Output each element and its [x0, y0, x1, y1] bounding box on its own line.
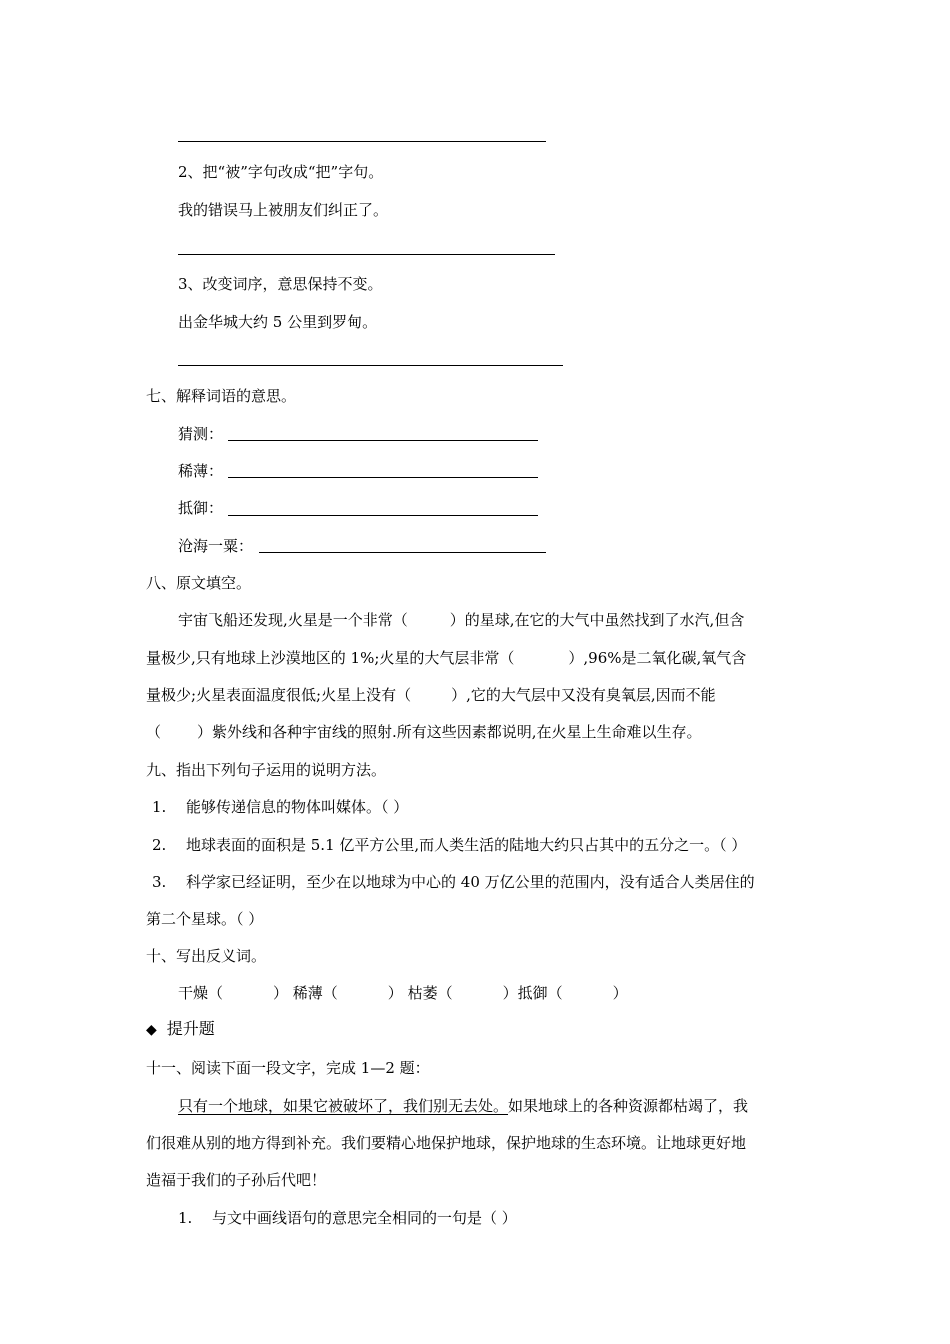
- q9-sentence-3b: 第二个星球。（ ）: [146, 910, 264, 928]
- q8-title: 八、原文填空。: [146, 574, 252, 592]
- q11-sub1: 与文中画线语句的意思完全相同的一句是（ ）: [212, 1209, 517, 1227]
- diamond-bullet-icon: ◆: [146, 1022, 157, 1038]
- q9-sentence-1: 能够传递信息的物体叫媒体。（ ）: [186, 798, 409, 816]
- q8-line-4: （ ）紫外线和各种宇宙线的照射.所有这些因素都说明,在火星上生命难以生存。: [146, 723, 702, 741]
- q11-passage-line-1: 只有一个地球，如果它被破坏了，我们别无去处。如果地球上的各种资源都枯竭了，我: [178, 1097, 749, 1115]
- q7-word-3: 抵御：: [178, 499, 224, 517]
- q7-answer-line-4[interactable]: [259, 552, 546, 553]
- section-heading: [146, 1019, 215, 1040]
- answer-line-1[interactable]: [178, 141, 546, 142]
- q7-answer-line-3[interactable]: [228, 515, 538, 516]
- q11-sub1-num: 1.: [178, 1209, 193, 1227]
- q7-answer-line-1[interactable]: [228, 440, 538, 441]
- q7-title: 七、解释词语的意思。: [146, 387, 297, 405]
- q11-title: 十一、阅读下面一段文字，完成 1—2 题：: [146, 1059, 430, 1077]
- q9-num-3: 3.: [152, 873, 167, 891]
- q11-passage-line-2: 们很难从别的地方得到补充。我们要精心地保护地球，保护地球的生态环境。让地球更好地: [146, 1134, 747, 1152]
- q11-passage-line-3: 造福于我们的子孙后代吧！: [146, 1171, 327, 1189]
- q7-word-1: 猜测：: [178, 425, 224, 443]
- q6-item3-title: 3、改变词序，意思保持不变。: [178, 275, 383, 293]
- section-title: 提升题: [166, 1019, 215, 1038]
- q9-sentence-2: 地球表面的面积是 5.1 亿平方公里,而人类生活的陆地大约只占其中的五分之一。（ ）: [186, 836, 747, 854]
- q9-sentence-3a: 科学家已经证明，至少在以地球为中心的 40 万亿公里的范围内，没有适合人类居住的: [186, 873, 755, 891]
- q6-item2-sentence: 我的错误马上被朋友们纠正了。: [178, 201, 389, 219]
- q11-underlined-sentence: 只有一个地球，如果它被破坏了，我们别无去处。: [178, 1097, 509, 1115]
- q10-antonyms: 干燥（ ） 稀薄（ ） 枯萎（ ）抵御（ ）: [178, 984, 628, 1002]
- q9-num-1: 1.: [152, 798, 167, 816]
- q9-title: 九、指出下列句子运用的说明方法。: [146, 761, 387, 779]
- answer-line-2[interactable]: [178, 254, 555, 255]
- q10-title: 十、写出反义词。: [146, 947, 267, 965]
- q6-item2-title: 2、把“被”字句改成“把”字句。: [178, 163, 384, 181]
- q9-num-2: 2.: [152, 836, 167, 854]
- q8-line-1: 宇宙飞船还发现,火星是一个非常（ ）的星球,在它的大气中虽然找到了水汽,但含: [178, 611, 745, 629]
- q8-line-2: 量极少,只有地球上沙漠地区的 1%;火星的大气层非常（ ）,96%是二氧化碳,氧气含: [146, 649, 747, 667]
- q7-word-2: 稀薄：: [178, 462, 224, 480]
- q7-answer-line-2[interactable]: [228, 477, 538, 478]
- q6-item3-sentence: 出金华城大约 5 公里到罗甸。: [178, 313, 378, 331]
- answer-line-3[interactable]: [178, 365, 563, 366]
- q8-line-3: 量极少;火星表面温度很低;火星上没有（ ）,它的大气层中又没有臭氧层,因而不能: [146, 686, 716, 704]
- q7-word-4: 沧海一粟：: [178, 537, 254, 555]
